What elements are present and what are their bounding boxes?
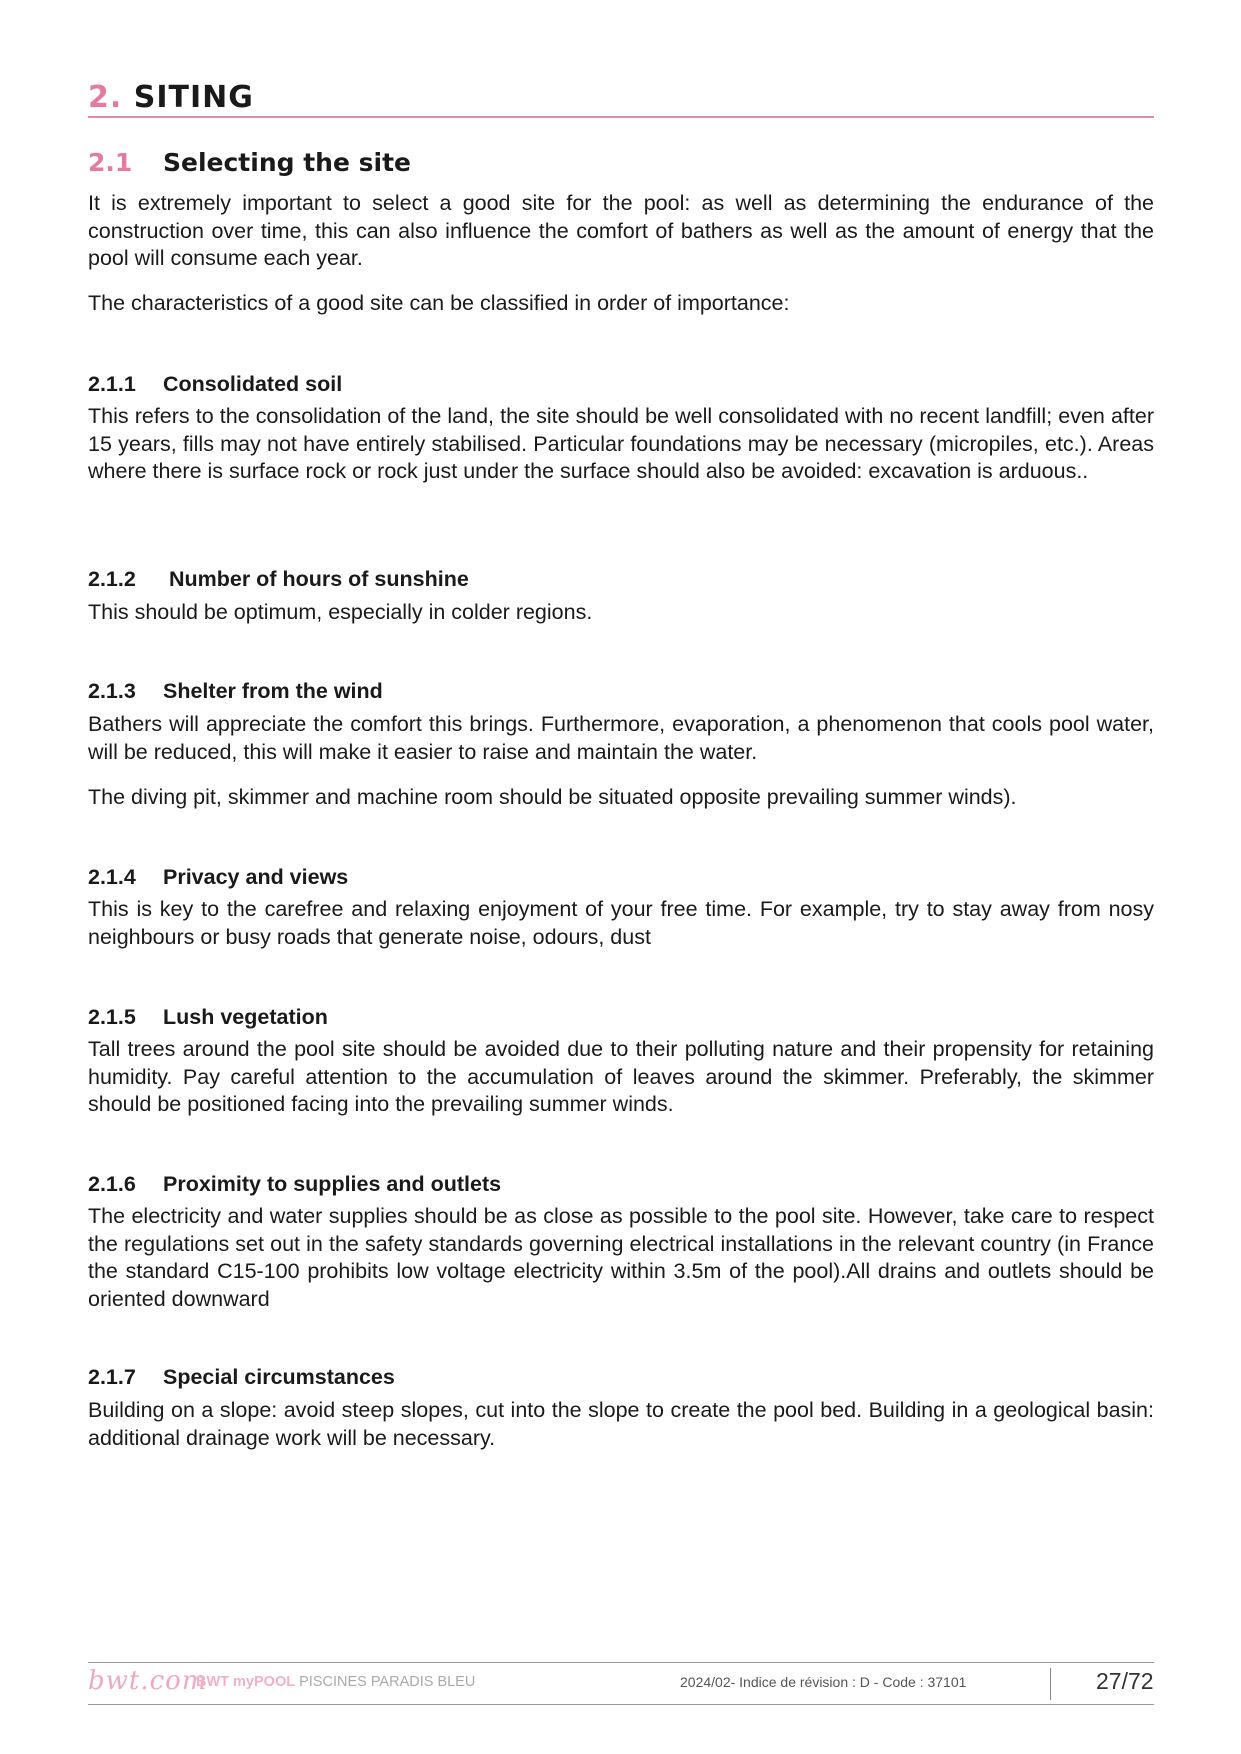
subsection-number: 2.1.3 xyxy=(88,679,136,703)
paragraph-2-1-2: This should be optimum, especially in colder regions. xyxy=(88,600,593,624)
paragraph-2-1-3-b: The diving pit, skimmer and machine room should be situated opposite prevailing summer winds). xyxy=(88,785,1017,809)
chapter-title: SITING xyxy=(133,80,254,115)
subsection-heading-2-1-4 xyxy=(88,863,348,891)
paragraph-2-1-5: Tall trees around the pool site should be avoided due to their polluting nature and their propensity for retaining humidity. Pay careful attention to the accumulation of leaves around the skimmer. Preferably, the skimmer should be positioned facing into the prevailing summer winds. xyxy=(88,1037,1154,1116)
paragraph-2-1-1: This refers to the consolidation of the land, the site should be well consolidated with no recent landfill; even after 15 years, fills may not have entirely stabilised. Particular foundations may be necessary (micropiles, etc.). Areas where there is surface rock or rock just under the surface should also be avoided: excavation is arduous.. xyxy=(88,404,1154,483)
footer-top-rule xyxy=(88,1662,1154,1663)
subsection-heading-2-1-5 xyxy=(88,1003,328,1031)
footer-brand-highlight: BWT myPOOL xyxy=(196,1674,296,1690)
subsection-title: Lush vegetation xyxy=(163,1005,328,1029)
subsection-title: Number of hours of sunshine xyxy=(163,567,469,591)
section-heading xyxy=(88,146,411,180)
paragraph-2-1-7: Building on a slope: avoid steep slopes, cut into the slope to create the pool bed. Building in a geological basin: additional drainage work will be necessary. xyxy=(88,1398,1154,1450)
subsection-heading-2-1-2 xyxy=(88,565,469,593)
subsection-number: 2.1.4 xyxy=(88,865,136,889)
subsection-title: Shelter from the wind xyxy=(163,679,383,703)
footer-brand xyxy=(196,1674,475,1690)
footer-brand-rest: PISCINES PARADIS BLEU xyxy=(295,1674,476,1690)
paragraph-2-1-4: This is key to the carefree and relaxing enjoyment of your free time. For example, try to stay away from nosy neighbours or busy roads that generate noise, odours, dust xyxy=(88,897,1154,949)
subsection-heading-2-1-1 xyxy=(88,370,342,398)
page-number: 27/72 xyxy=(1096,1668,1154,1694)
subsection-number: 2.1.2 xyxy=(88,567,136,591)
intro-paragraph-1: It is extremely important to select a good site for the pool: as well as determining the endurance of the construction over time, this can also influence the comfort of bathers as well as the amount of energy that the pool will consume each year. xyxy=(88,191,1154,270)
subsection-heading-2-1-7 xyxy=(88,1363,395,1391)
section-title: Selecting the site xyxy=(163,148,411,177)
subsection-number: 2.1.5 xyxy=(88,1005,136,1029)
subsection-number: 2.1.1 xyxy=(88,372,136,396)
paragraph-2-1-6: The electricity and water supplies should be as close as possible to the pool site. However, take care to respect the regulations set out in the safety standards governing electrical installations in the relevant country (in France the standard C15-100 prohibits low voltage electricity within 3.5m of the pool).All drains and outlets should be oriented downward xyxy=(88,1204,1154,1311)
subsection-title: Proximity to supplies and outlets xyxy=(163,1172,502,1196)
bwt-logo: bwt.com xyxy=(88,1666,208,1696)
subsection-number: 2.1.6 xyxy=(88,1172,136,1196)
footer-revision: 2024/02- Indice de révision : D - Code : 37101 xyxy=(680,1674,967,1690)
subsection-title: Special circumstances xyxy=(163,1365,395,1389)
subsection-heading-2-1-6 xyxy=(88,1170,501,1198)
paragraph-2-1-3-a: Bathers will appreciate the comfort this brings. Furthermore, evaporation, a phenomenon that cools pool water, will be reduced, this will make it easier to raise and maintain the water. xyxy=(88,712,1154,764)
subsection-title: Consolidated soil xyxy=(163,372,343,396)
footer-separator xyxy=(1050,1668,1051,1700)
section-number: 2.1 xyxy=(88,148,133,177)
intro-paragraph-2: The characteristics of a good site can be classified in order of importance: xyxy=(88,291,790,315)
chapter-heading xyxy=(88,80,1154,118)
subsection-number: 2.1.7 xyxy=(88,1365,136,1389)
subsection-title: Privacy and views xyxy=(163,865,349,889)
subsection-heading-2-1-3 xyxy=(88,677,383,705)
chapter-number: 2. xyxy=(88,80,123,115)
footer-bottom-rule xyxy=(88,1704,1154,1705)
